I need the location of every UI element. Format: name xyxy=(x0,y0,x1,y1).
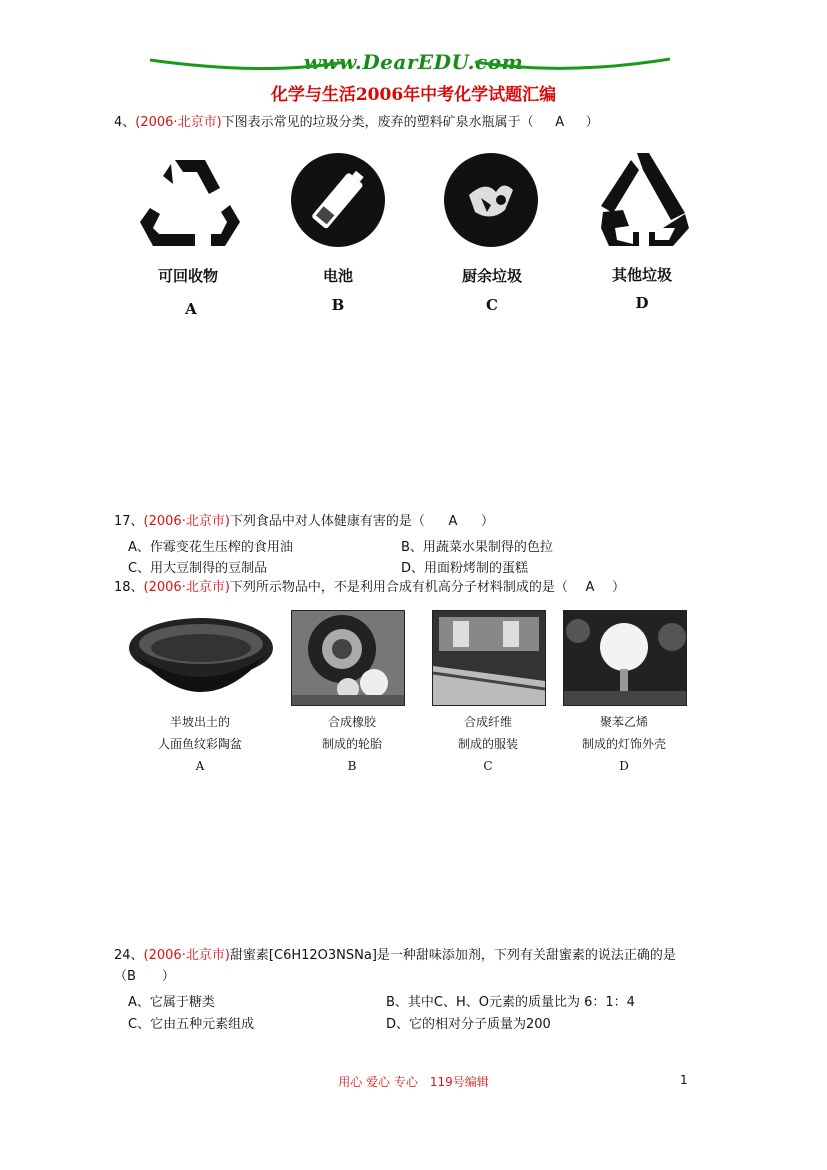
item-caption-line1: 聚苯乙烯 xyxy=(599,715,648,729)
page-title: 化学与生活2006年中考化学试题汇编 xyxy=(270,85,557,105)
item-letter: A xyxy=(185,300,197,318)
item-letter: B xyxy=(347,759,357,773)
lamp-image xyxy=(563,610,687,706)
item-caption-line2: 人面鱼纹彩陶盆 xyxy=(157,737,242,751)
option: D、用面粉烤制的蛋糕 xyxy=(401,561,529,576)
answer: A xyxy=(448,514,458,529)
site-url: www.DearEDU.com xyxy=(303,50,524,74)
question-number: 17、 xyxy=(114,514,144,529)
question-number: 24、 xyxy=(114,948,144,963)
option: B、用蔬菜水果制得的色拉 xyxy=(401,540,553,555)
recycle-icon xyxy=(135,150,245,250)
item-letter: C xyxy=(483,759,493,773)
item-letter: B xyxy=(331,296,345,314)
item-caption: 可回收物 xyxy=(157,267,218,285)
clothing-image xyxy=(432,610,546,706)
option: A、它属于糖类 xyxy=(128,995,215,1010)
tire-image xyxy=(291,610,405,706)
question-number: 4、 xyxy=(114,115,136,130)
question-text: 下列食品中对人体健康有害的是（ xyxy=(229,514,425,529)
close-paren: ） xyxy=(611,580,625,595)
item-caption: 电池 xyxy=(322,267,353,285)
item-caption-line1: 半坡出土的 xyxy=(169,715,230,729)
item-letter: A xyxy=(195,759,205,773)
item-caption: 其他垃圾 xyxy=(611,266,672,284)
pottery-bowl-image xyxy=(127,608,275,706)
option: C、它由五种元素组成 xyxy=(128,1017,255,1032)
question-18 xyxy=(114,578,625,598)
footer-text: 用心 爱心 专心 119号编辑 xyxy=(338,1075,489,1089)
question-4 xyxy=(114,113,599,133)
item-caption-line2: 制成的灯饰外壳 xyxy=(581,737,666,751)
item-caption-line1: 合成纤维 xyxy=(463,715,512,729)
question-source: (2006·北京市) xyxy=(143,514,230,529)
item-caption-line2: 制成的轮胎 xyxy=(321,737,382,751)
question-17 xyxy=(114,512,494,532)
close-paren: ） xyxy=(480,514,494,529)
question-source: (2006·北京市) xyxy=(135,115,222,130)
question-text: 下列所示物品中，不是利用合成有机高分子材料制成的是（ xyxy=(229,580,568,595)
answer: A xyxy=(585,580,595,595)
green-swoosh-decoration xyxy=(145,54,675,74)
answer-line: （B ） xyxy=(114,969,175,984)
item-caption-line1: 合成橡胶 xyxy=(327,715,376,729)
battery-icon xyxy=(288,150,388,250)
item-caption-line2: 制成的服装 xyxy=(457,737,518,751)
question-number: 18、 xyxy=(114,580,144,595)
question-text: 甜蜜素[C6H12O3NSNa]是一种甜味添加剂，下列有关甜蜜素的说法正确的是 xyxy=(229,948,676,963)
other-waste-icon xyxy=(593,148,693,248)
close-paren: ） xyxy=(585,115,599,130)
option: A、作霉变花生压榨的食用油 xyxy=(128,540,293,555)
item-letter: D xyxy=(619,759,629,773)
page-number: 1 xyxy=(680,1073,688,1087)
option: C、用大豆制得的豆制品 xyxy=(128,561,268,576)
option: D、它的相对分子质量为200 xyxy=(386,1017,551,1032)
item-caption: 厨余垃圾 xyxy=(461,267,522,285)
item-letter: C xyxy=(486,296,498,314)
question-24 xyxy=(114,946,676,966)
answer: A xyxy=(555,115,565,130)
item-letter: D xyxy=(635,294,649,312)
question-source: (2006·北京市) xyxy=(143,948,230,963)
question-source: (2006·北京市) xyxy=(143,580,230,595)
food-waste-icon xyxy=(441,150,541,250)
option: B、其中C、H、O元素的质量比为 6：1：4 xyxy=(386,995,635,1010)
question-text: 下图表示常见的垃圾分类，废弃的塑料矿泉水瓶属于（ xyxy=(221,115,534,130)
